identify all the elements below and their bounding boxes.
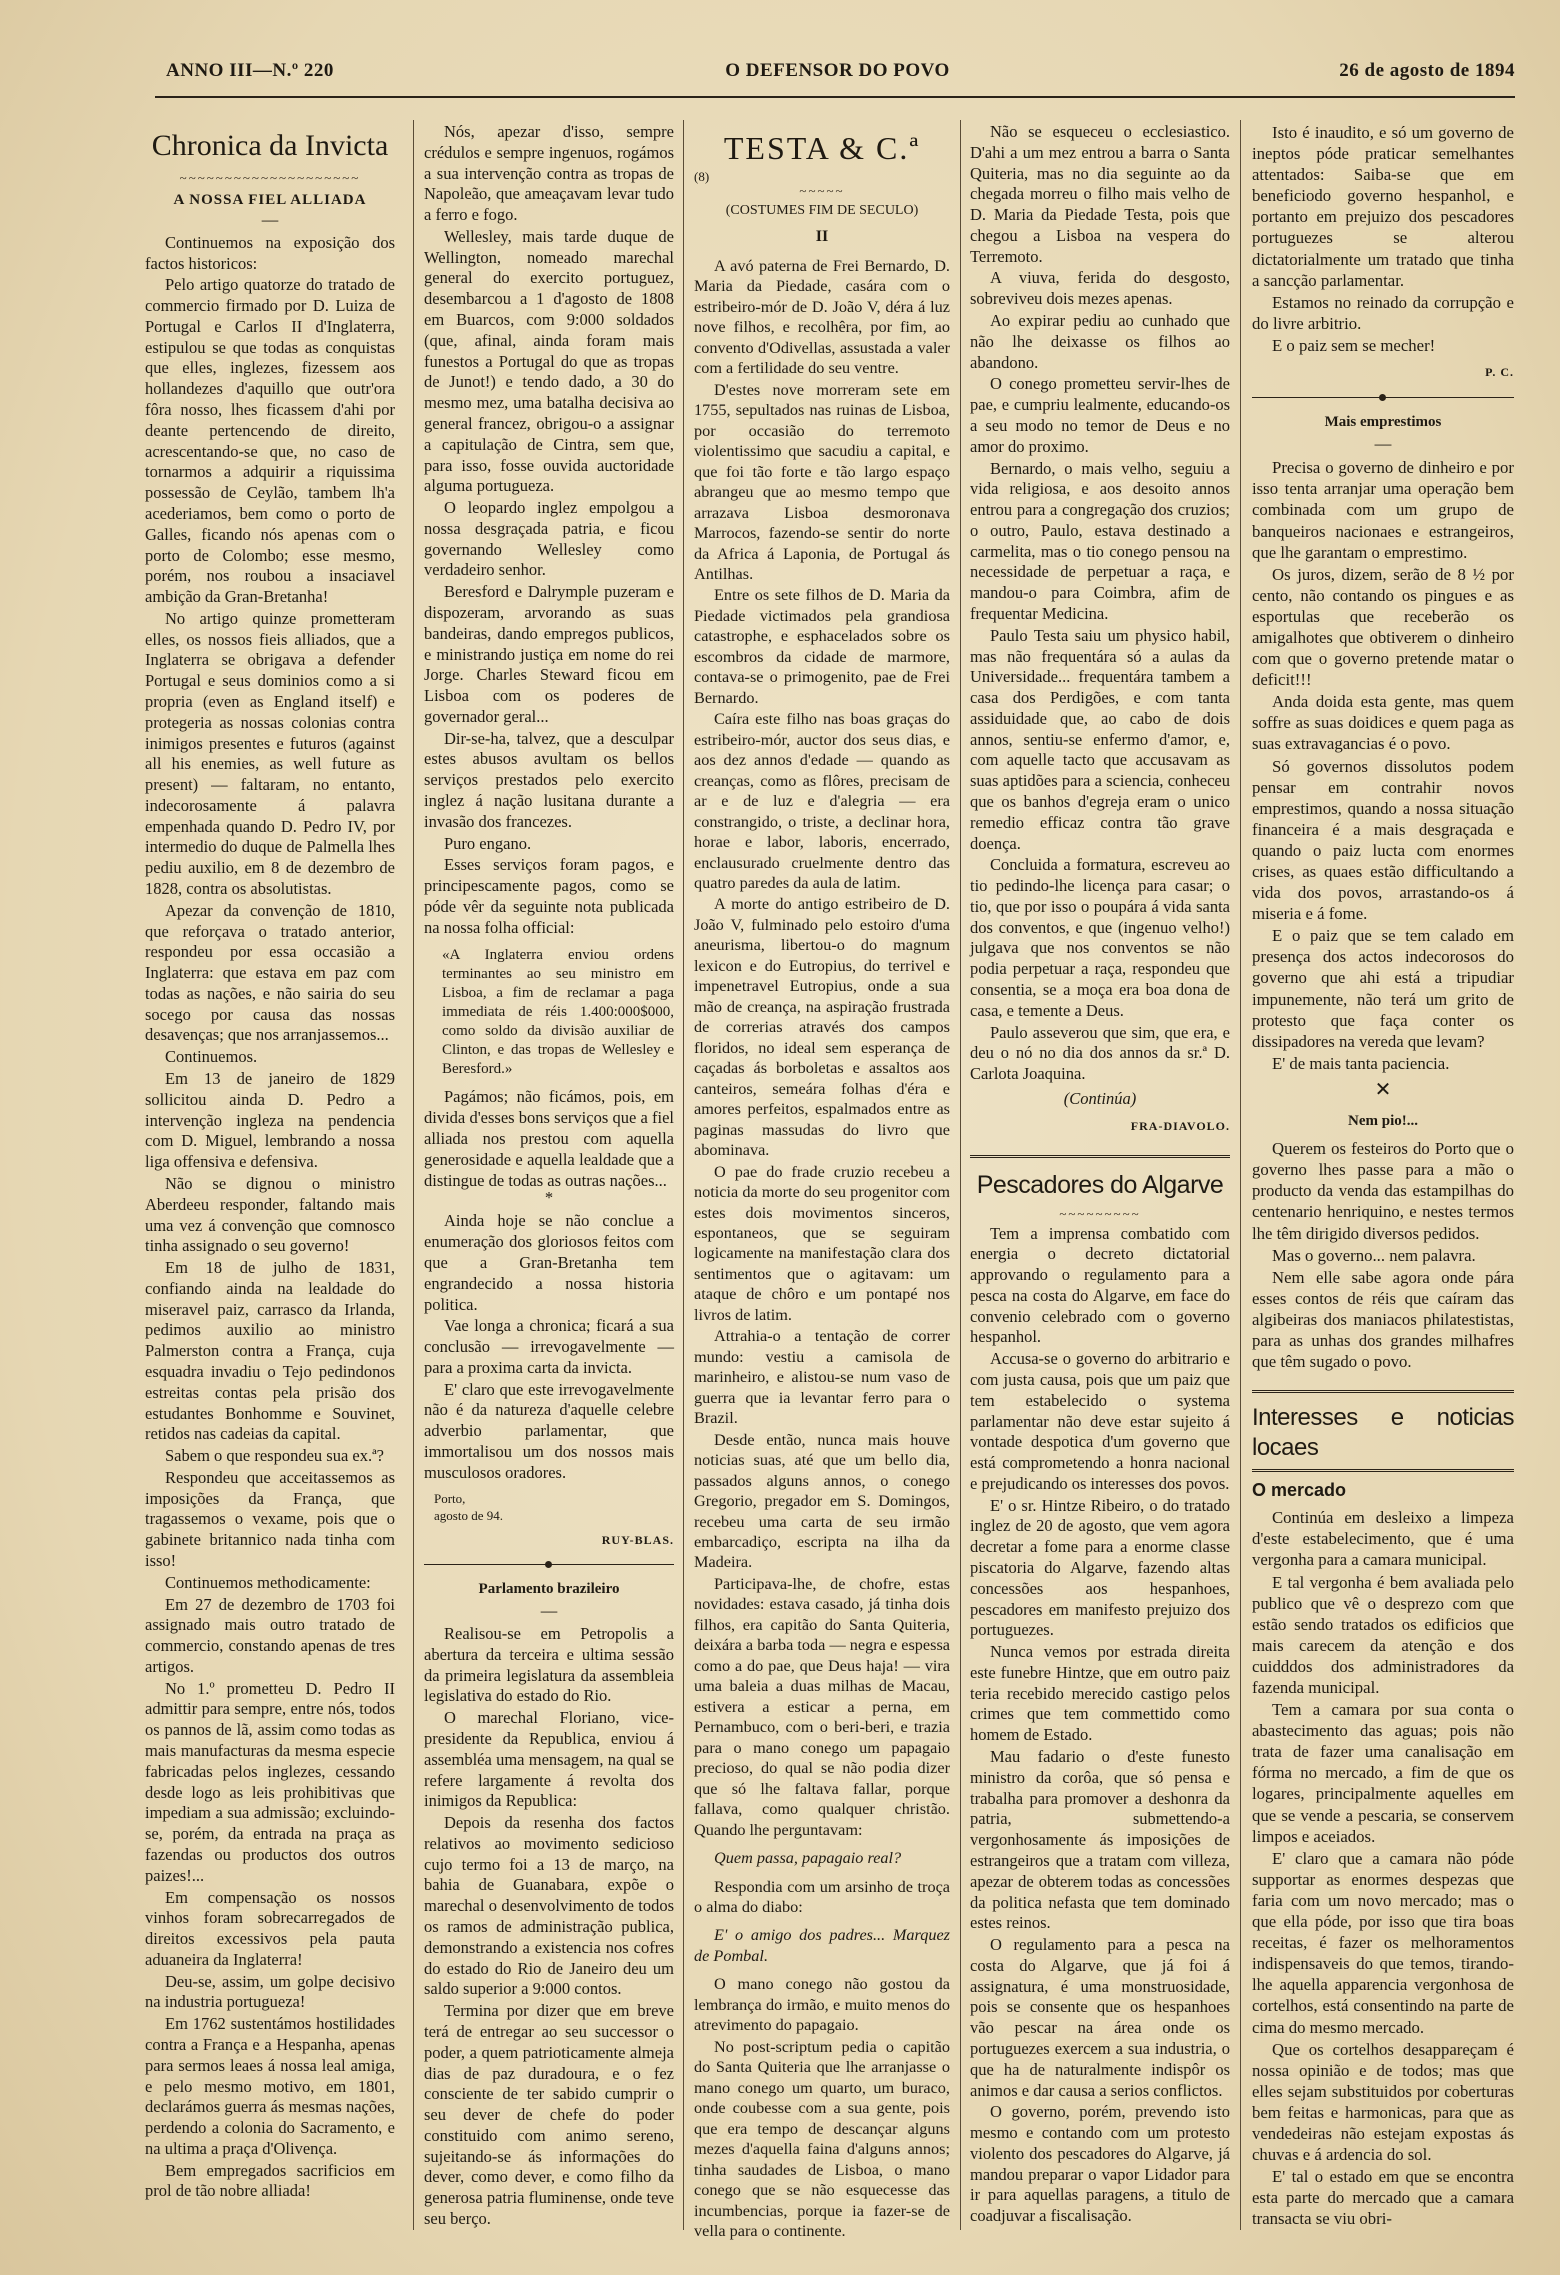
column-5 (1252, 122, 1514, 2229)
paragraph: Respondeu que acceitassemos as imposições da França, que tragassemos o vexame, pois que o gabinete britannico nada tinha com isso! (145, 1467, 395, 1570)
dateline-place: Porto, (434, 1490, 466, 1506)
ornament-cross: ✕ (1374, 1078, 1392, 1101)
paragraph: Isto é inaudito, e só um governo de ineptos póde praticar semelhantes attentados: Saiba-se que em beneficiodo governo hespanhol, e portanto em prejuizo dos pescadores portuguezes se alterou dictatorialmente um tratado que tinha a sancção parlamentar. (1252, 123, 1514, 290)
paragraph: E tal vergonha é bem avaliada pelo publico que vê o desprezo com que estão sendo tratados os edificios que mais carecem da atenção e dos cuidddos dos administradores da fazenda municipal. (1252, 1572, 1514, 1697)
paragraph: Pagámos; não ficámos, pois, em divida d'esses bons serviços que a fiel alliada nos prestou com aquella generosidade e aquella lealdade que a distingue de todas as outras nações... (424, 1087, 674, 1190)
paragraph: Tem a camara por sua conta o abastecimento das aguas; pois não trata de fazer uma canalisação em fórma no mercado, a fim de que os logares, principalmente aquelles em que se vende a pescaria, se conservem limpos e aceiados. (1252, 1700, 1514, 1846)
paragraph: O pae do frade cruzio recebeu a noticia da morte do seu progenitor com estes dois movimentos sinceros, espontaneos, que se seguiram logicamente na manifestação clara dos sentimentos que o agitavam: um ataque de chôro e um pontapé nos livros de latim. (694, 1162, 950, 1324)
paragraph: Wellesley, mais tarde duque de Wellington, nomeado marechal general do exercito portuguez, desembarcou a 1 d'agosto de 1808 em Buarcos, com 9:000 soldados (que, afinal, ainda foram mais funestos a Portugal do que as tropas de Junot!) e tendo dado, a 30 do mesmo mez, uma batalha decisiva ao general francez, obrigou-o a assignar a capitulação de Cintra, sem que, para isso, fosse ouvida auctoridade alguma portugueza. (424, 226, 674, 496)
dialogue-line: Quem passa, papagaio real? (714, 1849, 902, 1868)
paragraph: Apezar da convenção de 1810, que reforçava o tratado anterior, respondeu por essa occasião a Inglaterra: que estava em paz com todas as nações, e não sairia do seu socego por causa das nossas desavenças; que nos arranjassemos... (145, 900, 395, 1045)
column-1 (145, 122, 395, 2202)
paragraph: A avó paterna de Frei Bernardo, D. Maria da Piedade, casára com o estribeiro-mór de D. João V, déra á luz nove filhos, e recolhêra, por fim, ao convento d'Odivellas, assustada a valer com a fertilidade do seu ventre. (694, 256, 950, 378)
paragraph: D'estes nove morreram sete em 1755, sepultados nas ruinas de Lisboa, por occasião do terremoto violentissimo que sacudiu a capital, e que foi tão forte e tão largo espaço abrangeu que ao mesmo tempo que arrazava Lisboa desmoronava Marrocos, fazendo-se sentir do norte da Africa á Laponia, de Portugal ás Antilhas. (694, 380, 950, 583)
paragraph: O governo, porém, prevendo isto mesmo e contando com um protesto violento dos pescadores do Algarve, já mandou preparar o vapor Lidador para ir para aquellas paragens, a titulo de coadjuvar a fiscalisação. (970, 2102, 1230, 2226)
issue-date: 26 de agosto de 1894 (1339, 60, 1515, 81)
ornament-wave: ~~~~~~~~~~~~~~~~~~~~ (179, 170, 361, 185)
masthead-rule (155, 96, 1515, 98)
paragraph: E o paiz que se tem calado em presença dos actos indecorosos do governo que ahi está a tripudiar impunemente, não terá um grito de protesto que faça conter os dissipadores na vereda que levam? (1252, 926, 1514, 1051)
paragraph: Querem os festeiros do Porto que o governo lhes passe para a mão o producto da venda das estampilhas do centenario henriquino, e nestes termos lhe têm dirigido diversos pedidos. (1252, 1139, 1514, 1243)
paragraph: Accusa-se o governo do arbitrario e com justa causa, pois que um paiz que tem estabelecido o systema parlamentar não deve estar sujeito á vontade despotica d'um governo que está comprometendo a honra nacional e prejudicando os interesses dos povos. (970, 1349, 1230, 1493)
paragraph: O mano conego não gostou da lembrança do irmão, e muito menos do atrevimento do papagaio. (694, 1975, 950, 2035)
paragraph: Em 13 de janeiro de 1829 sollicitou ainda D. Pedro a intervenção ingleza na pendencia com D. Miguel, lembrando a nossa liga offensiva e defensiva. (145, 1069, 395, 1172)
paragraph: Precisa o governo de dinheiro e por isso tenta arranjar uma operação bem combinada com um grupo de banqueiros nacionaes e estrangeiros, que lhe garantam o emprestimo. (1252, 458, 1514, 562)
paragraph: Em 27 de dezembro de 1703 foi assignado mais outro tratado de commercio, constando apenas de tres artigos. (145, 1594, 395, 1676)
paragraph: Só governos dissolutos podem pensar em contrahir novos emprestimos, quando a nossa situação financeira é a mais desgraçada e quando o paiz lucta com enormes crises, as quaes estão difficultando a vida dos povos, arrastando-os á miseria e á fome. (1252, 756, 1514, 924)
paragraph: A viuva, ferida do desgosto, sobreviveu dois mezes apenas. (970, 268, 1230, 309)
paragraph: Ao expirar pediu ao cunhado que não lhe deixasse os filhos ao abandono. (970, 311, 1230, 372)
episode-number: (8) (694, 169, 710, 184)
paragraph: No artigo quinze prometteram elles, os nossos fieis alliados, que a Inglaterra se obrigava a defender Portugal e seus dominios como a si propria (even as England itself) e protegeria as nossas colonias contra inimigos presentes e futuros (against all his enemies, as well future as present) — faltaram, no entanto, indecorosamente á palavra empenhada quando D. Pedro IV, por intermedio do duque de Palmella lhes pediu auxilio, em 8 de dezembro de 1828, contra os absolutistas. (145, 608, 395, 898)
section-title: Nem pio!... (1348, 1113, 1418, 1130)
column-4 (970, 122, 1230, 2227)
paragraph: Bem empregados sacrificios em prol de tão nobre alliada! (145, 2160, 395, 2201)
paragraph: Não se dignou o ministro Aberdeeu responder, faltando mais uma vez á convenção que comnosco tinha assignado o seu governo! (145, 1173, 395, 1256)
paragraph: Concluida a formatura, escreveu ao tio pedindo-lhe licença para casar; o tio, que por isso o poupára á vida santa dos conventos, e que (ingenuo velho!) julgava que nos conventos se não podia perpetuar a raça, respondeu que consentia, se a moça era boa dona de casa, e temente a Deus. (970, 855, 1230, 1020)
paragraph: Continuemos methodicamente: (165, 1572, 371, 1592)
paragraph: Paulo Testa saiu um physico habil, mas não frequentára só a aulas da Universidade... frequentára tambem a casa dos Perdigões, e com tanta assiduidade que, ao cabo de dois annos, sentiu-se enfermo d'amor, e, com aquelle tacto que accusavam as suas aptidões para a sciencia, conheceu que os banhos d'egreja eram o unico remedio efficaz contra tão grave doença. (970, 625, 1230, 853)
section-divider (1252, 1390, 1514, 1393)
ornament-wave: ~~~~~ (799, 183, 845, 198)
paragraph: Mau fadario o d'este funesto ministro da corôa, que só pensa e trabalha para promover a deshonra da patria, submettendo-a vergonhosamente ás imposições de estrangeiros que a tratam com villeza, apezar de obterem todas as concessões da politica nefasta que tem dominado estes reinos. (970, 1747, 1230, 1933)
paragraph: Vae longa a chronica; ficará a sua conclusão — irrevogavelmente — para a proxima carta da invicta. (424, 1316, 674, 1377)
feuilleton-title: TESTA & C.ª (723, 130, 921, 166)
paragraph: Esses serviços foram pagos, e principescamente pagos, como se póde vêr da seguinte nota publicada na nossa folha official: (424, 855, 674, 937)
chapter-number: II (815, 228, 829, 246)
paragraph: Beresford e Dalrymple puzeram e dispozeram, arvorando as suas bandeiras, dando empregos publicos, e ministrando justiça em nome do rei Jorge. Charles Steward ficou em Lisboa com os poderes de governador geral... (424, 582, 674, 726)
paragraph: O marechal Floriano, vice-presidente da Republica, enviou á assembléa uma mensagem, na qual se refere largamente á revolta dos inimigos da Republica: (424, 1708, 674, 1811)
author-signature: RUY-BLAS. (601, 1532, 674, 1547)
paragraph: Em 1762 sustentámos hostilidades contra a França e a Hespanha, apenas para sermos leaes á nossa leal amiga, e pelo mesmo motivo, em 1801, declarámos guerra ás mesmas nações, perdendo a colonia do Sacramento, e na ultima a praça d'Olivença. (145, 2014, 395, 2158)
subsection-title: O mercado (1252, 1480, 1347, 1501)
paragraph: No post-scriptum pedia o capitão do Santa Quiteria que lhe arranjasse o mano conego um quarto, um buraco, onde coubesse com a sua gente, pois que era tempo de descançar alguns mezes d'aquella faina d'alguns annos; tinha saudades de Lisboa, o mano conego que se não esquecesse das incumbencias, porque ia fazer-se de vella para o continente. (694, 2037, 950, 2240)
paragraph: Entre os sete filhos de D. Maria da Piedade victimados pela grandiosa catastrophe, e esphacelados sobre os escombros da cidade de marmore, contava-se o primogenito, pae de Frei Bernardo. (694, 586, 950, 707)
paragraph: Realisou-se em Petropolis a abertura da terceira e ultima sessão da primeira legislatura da assembleia legislativa do estado do Rio. (424, 1624, 674, 1706)
ornament-dash: — (1374, 434, 1392, 454)
section-divider (1252, 1469, 1514, 1472)
paragraph: E' tal o estado em que se encontra esta parte do mercado que a camara transacta se viu obri- (1252, 2167, 1514, 2229)
paragraph: Mas o governo... nem palavra. (1272, 1245, 1476, 1265)
paragraph: Deu-se, assim, um golpe decisivo na industria portugueza! (145, 1971, 395, 2012)
section-title: Mais emprestimos (1324, 414, 1442, 431)
paragraph: Dir-se-ha, talvez, que a desculpar estes abusos avultam os bellos serviços prestados pelo exercito inglez á nação lusitana durante a invasão dos francezes. (424, 728, 674, 831)
paragraph: E' o sr. Hintze Ribeiro, o do tratado inglez de 20 de agosto, que vem agora decretar a fome para a enorme classe piscatoria do Algarve, fazendo altas concessões aos hespanhoes, pescadores em manifesto prejuizo dos portuguezes. (970, 1495, 1230, 1640)
paragraph: Paulo asseverou que sim, que era, e deu o nó no dia dos annos da sr.ª D. Carlota Joaquina. (970, 1022, 1230, 1084)
paragraph: Anda doida esta gente, mas quem soffre as suas doidices e quem paga as suas extravagancias é o povo. (1252, 692, 1514, 754)
paragraph: Estamos no reinado da corrupção e do livre arbitrio. (1252, 292, 1514, 333)
paragraph: Ainda hoje se não conclue a enumeração dos gloriosos feitos com que a Gran-Bretanha tem engrandecido a nossa historia politica. (424, 1211, 674, 1314)
continuation-note: (Continúa) (1063, 1088, 1137, 1108)
ornament-dash: — (540, 1601, 558, 1621)
paragraph: E' claro que este irrevogavelmente não é da natureza d'aquelle celebre adverbio parlamentar, que immortalisou um dos nossos mais musculosos oradores. (424, 1379, 674, 1482)
column-divider (960, 120, 961, 2230)
column-2 (424, 122, 674, 2230)
paragraph: Caíra este filho nas boas graças do estribeiro-mór, auctor dos seus dias, e aos dez annos d'edade — quando as creanças, como as flôres, precisam de ar e de luz e d'alegria — era constrangido, o triste, a declinar hora, horae e labor, laboris, encerrado, enclausurado cruelmente dentro das quatro paredes da aula de latim. (694, 710, 950, 892)
paragraph: Nunca vemos por estrada direita este funebre Hintze, que em outro paiz teria recebido merecido castigo pelos crimes que tem commettido como homem de Estado. (970, 1642, 1230, 1745)
paragraph: Os juros, dizem, serão de 8 ½ por cento, não contando os pingues e as esportulas que receberão os amigalhotes que obtiverem o dinheiro com que o governo pretende matar o deficit!!! (1252, 564, 1514, 690)
paragraph: Tem a imprensa combatido com energia o decreto dictatorial approvando o regulamento para a pesca na costa do Algarve, em face do convenio celebrado com o governo hespanhol. (970, 1223, 1230, 1347)
paragraph: Nós, apezar d'isso, sempre crédulos e sempre ingenuos, rogámos a sua intervenção contra as tropas de Napoleão, que ameaçavam levar tudo a ferro e fogo. (424, 122, 674, 225)
section-title: Pescadores do Algarve (976, 1170, 1224, 1199)
masthead (160, 54, 1515, 90)
author-signature: P. C. (1485, 365, 1514, 380)
paragraph: Attrahia-o a tentação de correr mundo: vestiu a camisola de marinheiro, e alistou-se num vaso de guerra que ia levantar ferro para o Brazil. (694, 1327, 950, 1428)
ornament-wave: ~~~~~~~~~ (1059, 1205, 1141, 1221)
section-divider (424, 1564, 674, 1565)
paragraph: Continuemos na exposição dos factos historicos: (145, 232, 395, 273)
section-divider (1252, 397, 1514, 398)
paragraph: Participava-lhe, de chofre, estas novidades: estava casado, já tinha dois filhos, era capitão do Santa Quiteria, deixára a barba toda — negra e espessa como a do pae, que Deus haja! — vira uma baleia a duas milhas de Macau, estivera a esticar a perna, em Pernambuco, com o beri-beri, e trazia para o mano conego um papagaio precioso, do qual se não podia dizer que só lhe faltava fallar, porque fallava, como qualquer christão. Quando lhe perguntavam: (694, 1574, 950, 1839)
paragraph: Em compensação os nossos vinhos foram sobrecarregados de direitos excessivos pela pauta aduaneira da Inglaterra! (145, 1887, 395, 1969)
paragraph: Continuemos. (165, 1047, 258, 1067)
paragraph: Que os cortelhos desappareçam é nossa opinião e de todos; mas que elles sejam substituidos por coberturas bem feitas e harmonicas, para que as vendedeiras não estejam expostas ás chuvas e á ardencia do sol. (1252, 2039, 1514, 2165)
paragraph: E' claro que a camara não póde supportar as enormes despezas que faria com um novo mercado; mas o que ella póde, por isso que tira boas receitas, é fazer os melhoramentos indispensaveis do que temos, tirando-lhe aquella apparencia vergonhosa de cortelhos, está consentindo na parte de cima do mesmo mercado. (1252, 1848, 1514, 2037)
column-divider (683, 120, 684, 2230)
article-title: Chronica da Invicta (151, 129, 389, 162)
paragraph: Sabem o que respondeu sua ex.ª? (165, 1446, 384, 1466)
paragraph: O regulamento para a pesca na costa do Algarve, que já foi á assignatura, é uma monstruosidade, pois se consente que os hespanhoes vão pescar na área onde os portuguezes exercem a sua industria, o que ha de naturalmente indispôr os animos e dar causa a serios conflictos. (970, 1935, 1230, 2100)
article-subtitle: A NOSSA FIEL ALLIADA (173, 192, 367, 208)
column-divider (413, 120, 414, 2230)
paragraph: O leopardo inglez empolgou a nossa desgraçada patria, e ficou governando Wellesley como verdadeiro senhor. (424, 498, 674, 580)
paragraph: Depois da resenha dos factos relativos ao movimento sedicioso cujo termo foi a 13 de março, na bahia de Guanabara, expõe o marechal o desenvolvimento de todos os ramos de administração publica, demonstrando a existencia nos cofres do estado do Rio de Janeiro deu um saldo superior a 9:000 contos. (424, 1813, 674, 1999)
paragraph: O conego prometteu servir-lhes de pae, e cumpriu lealmente, educando-os a seu modo no temor de Deus e no amor do proximo. (970, 374, 1230, 456)
paragraph: No 1.º prometteu D. Pedro II admittir para sempre, entre nós, todos os pannos de lã, assim como todas as mais manufacturas da mesma especie fabricadas pelos inglezes, cessando desde logo as leis prohibitivas que impediam a sua admissão; excluindo-se, porém, da entrada na praça as fazendas ou productos dos outros paizes!... (145, 1678, 395, 1885)
ornament-asterisk: * (544, 1188, 554, 1208)
newspaper-title: O DEFENSOR DO POVO (725, 60, 950, 81)
section-divider (970, 1155, 1230, 1158)
paragraph: Bernardo, o mais velho, seguiu a vida religiosa, e aos desoito annos entrou para a congregação dos cruzios; o outro, Paulo, estava destinado a carmelita, mas o tio conego pensou na necessidade de perpetuar a raça, e mandou-o para Coimbra, afim de frequentar Medicina. (970, 458, 1230, 623)
section-title: Interesses e noticias locaes (1252, 1404, 1514, 1462)
paragraph: Não se esqueceu o ecclesiastico. D'ahi a um mez entrou a barra o Santa Quiteria, mas no dia seguinte ao da chegada morreu o filho mais velho de D. Maria da Piedade Testa, pois que chegou a Lisboa na vespera do Terremoto. (970, 122, 1230, 266)
paragraph: A morte do antigo estribeiro de D. João V, fulminado pelo estoiro d'uma aneurisma, libertou-o do magnum lexicon e do Eutropius, do terrivel e impenetravel Eutropius, onde a sua mão de creança, na aspiração frustrada de correrias através dos campos floridos, no ideal sem esperança de caçadas ás borboletas e assaltos aos canteiros, semeára folhas d'éra e amores perfeitos, espalmados entre as paginas massudas do livro que abominava. (694, 895, 950, 1160)
section-title: Parlamento brazileiro (478, 1581, 620, 1598)
column-3 (694, 122, 950, 2241)
paragraph: Continúa em desleixo a limpeza d'este estabelecimento, que é uma vergonha para a camara municipal. (1252, 1508, 1514, 1570)
paragraph: Termina por dizer que em breve terá de entregar ao seu successor o poder, a quem patrioticamente almeja dias de paz duradoura, e o fez consciente de ter sabido cumprir o seu dever de chefe do poder constituido com animo sereno, sujeitando-se ás informações do dever, como dever, e como filho da generosa patria fluminense, onde teve seu berço. (424, 2001, 674, 2228)
paragraph: Desde então, nunca mais houve noticias suas, até que um bello dia, passados alguns annos, o conego Gregorio, pregador em S. Domingos, recebeu uma carta de seu irmão embarcadiço, escripta na ilha da Madeira. (694, 1430, 950, 1572)
dialogue-line: E' o amigo dos padres... Marquez de Pombal. (694, 1926, 950, 1965)
feuilleton-subtitle: (COSTUMES FIM DE SECULO) (725, 203, 919, 218)
paragraph: Pelo artigo quatorze do tratado de commercio firmado por D. Luiza de Portugal e Carlos II d'Inglaterra, estipulou se que todas as conquistas que elles, inglezes, fizessem aos hollandezes d'aquillo que outr'ora fôra nosso, lhes ficassem d'ahi por deante pertencendo de direito, acrescentando-se que, no caso de tornarmos a adquirir a riquissima possessão de Ceylão, tambem lh'a acederiamos, bem como o porto de Galles, ficando nós apenas com o porto de Colombo; esse mesmo, porém, nos roubou a insaciavel ambição da Gran-Bretanha! (145, 275, 395, 607)
ornament-dash: — (261, 209, 279, 229)
paragraph: Nem elle sabe agora onde pára esses contos de réis que caíram das algibeiras dos maniacos philatestistas, para as unhas dos grandes milhafres que têm sugado o povo. (1252, 1267, 1514, 1372)
column-divider (1240, 120, 1241, 2230)
paragraph: Em 18 de julho de 1831, confiando ainda na lealdade do miseravel paiz, carrasco da Irlanda, pedimos auxilio ao ministro Palmerston contra a França, cuja esquadra invadiu o Tejo pedindonos estreitas contas pela prisão dos estudantes Bonhomme e Souvinet, retidos nas cadeias da capital. (145, 1258, 395, 1444)
paragraph: Puro engano. (444, 833, 532, 853)
paragraph: E' de mais tanta paciencia. (1272, 1053, 1450, 1073)
paragraph: E o paiz sem se mecher! (1272, 335, 1436, 355)
dateline-date: agosto de 94. (434, 1507, 503, 1523)
paragraph: Respondia com um arsinho de troça o alma do diabo: (694, 1877, 950, 1916)
block-quote: «A Inglaterra enviou ordens terminantes ao seu ministro em Lisboa, a fim de reclamar a paga immediata de réis 1.400:000$000, como soldo da divisão auxiliar de Clinton, e das tropas de Wellesley e Beresford.» (442, 947, 674, 1078)
issue-number: ANNO III—N.º 220 (166, 60, 334, 81)
author-signature: FRA-DIAVOLO. (1130, 1118, 1230, 1133)
